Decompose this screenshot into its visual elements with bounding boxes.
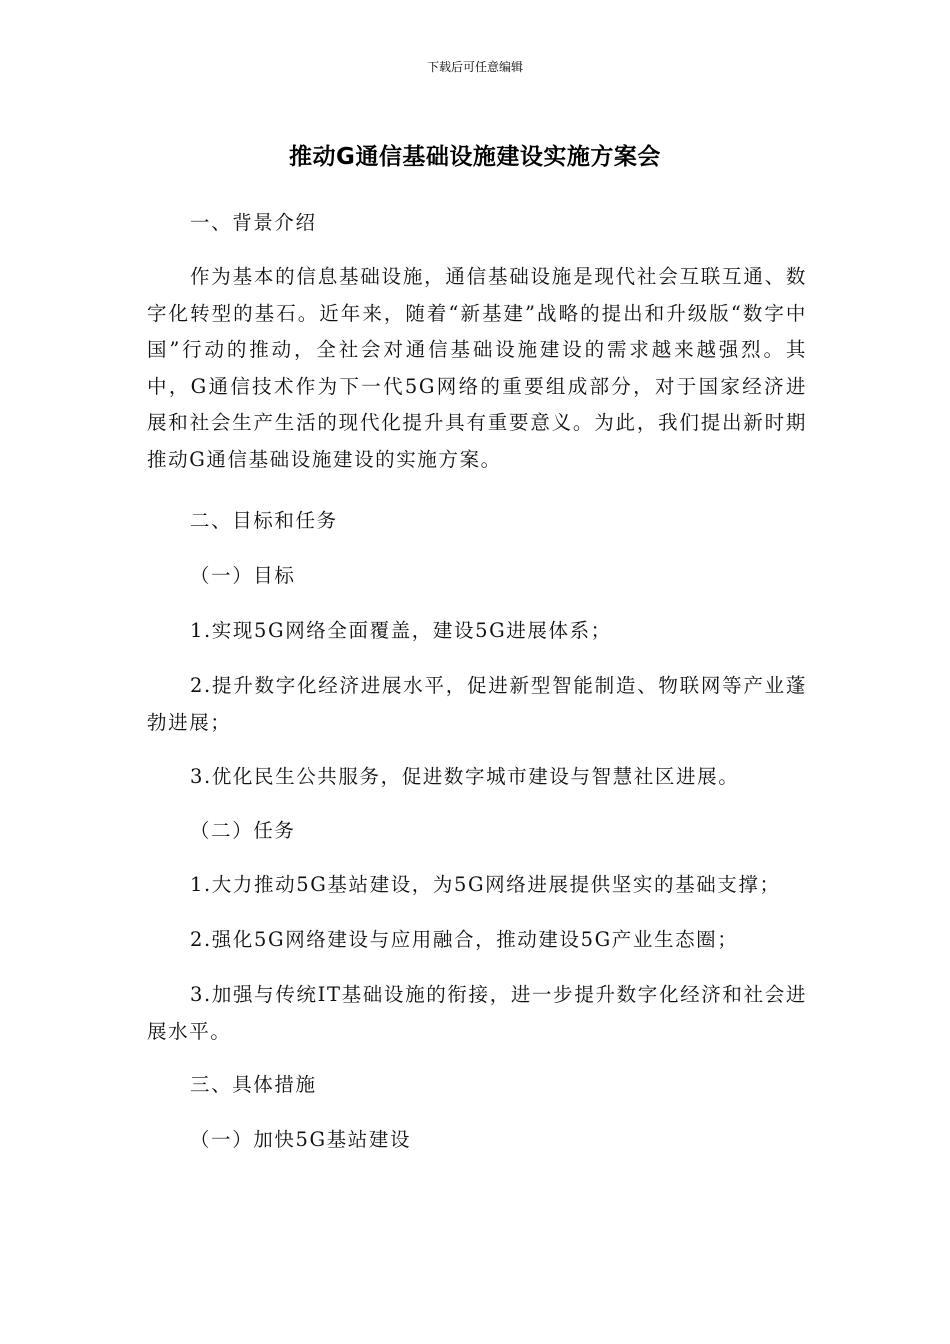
section-heading-measures: 三、具体措施 (190, 1073, 317, 1096)
subheading-goals: （一）目标 (190, 564, 296, 587)
subheading-tasks: （二）任务 (190, 819, 296, 842)
section-heading-background: 一、背景介绍 (190, 211, 317, 234)
section-heading-goals-tasks: 二、目标和任务 (190, 509, 338, 532)
task-item-2: 2.强化5G网络建设与应用融合，推动建设5G产业生态圈； (190, 928, 739, 951)
task-item-3: 3.加强与传统IT基础设施的衔接，进一步提升数字化经济和社会进展水平。 (147, 983, 807, 1043)
goal-item-1: 1.实现5G网络全面覆盖，建设5G进展体系； (190, 619, 612, 642)
document-title: 推动G通信基础设施建设实施方案会 (289, 144, 661, 170)
header-note: 下载后可任意编辑 (426, 60, 523, 74)
task-item-1: 1.大力推动5G基站建设，为5G网络进展提供坚实的基础支撑； (190, 873, 781, 896)
goal-item-2: 2.提升数字化经济进展水平，促进新型智能制造、物联网等产业蓬勃进展； (147, 674, 807, 734)
subheading-5g-base-stations: （一）加快5G基站建设 (190, 1128, 412, 1151)
background-paragraph: 作为基本的信息基础设施，通信基础设施是现代社会互联互通、数字化转型的基石。近年来，随着“新基建”战略的提出和升级版“数字中国”行动的推动，全社会对通信基础设施建设的需求越来越强烈。其中，G通信技术作为下一代5G网络的重要组成部分，对于国家经济进展和社会生产生活的现代化提升具有重要意义。为此，我们提出新时期推动G通信基础设施建设的实施方案。 (147, 265, 807, 471)
goal-item-3: 3.优化民生公共服务，促进数字城市建设与智慧社区进展。 (190, 765, 740, 788)
